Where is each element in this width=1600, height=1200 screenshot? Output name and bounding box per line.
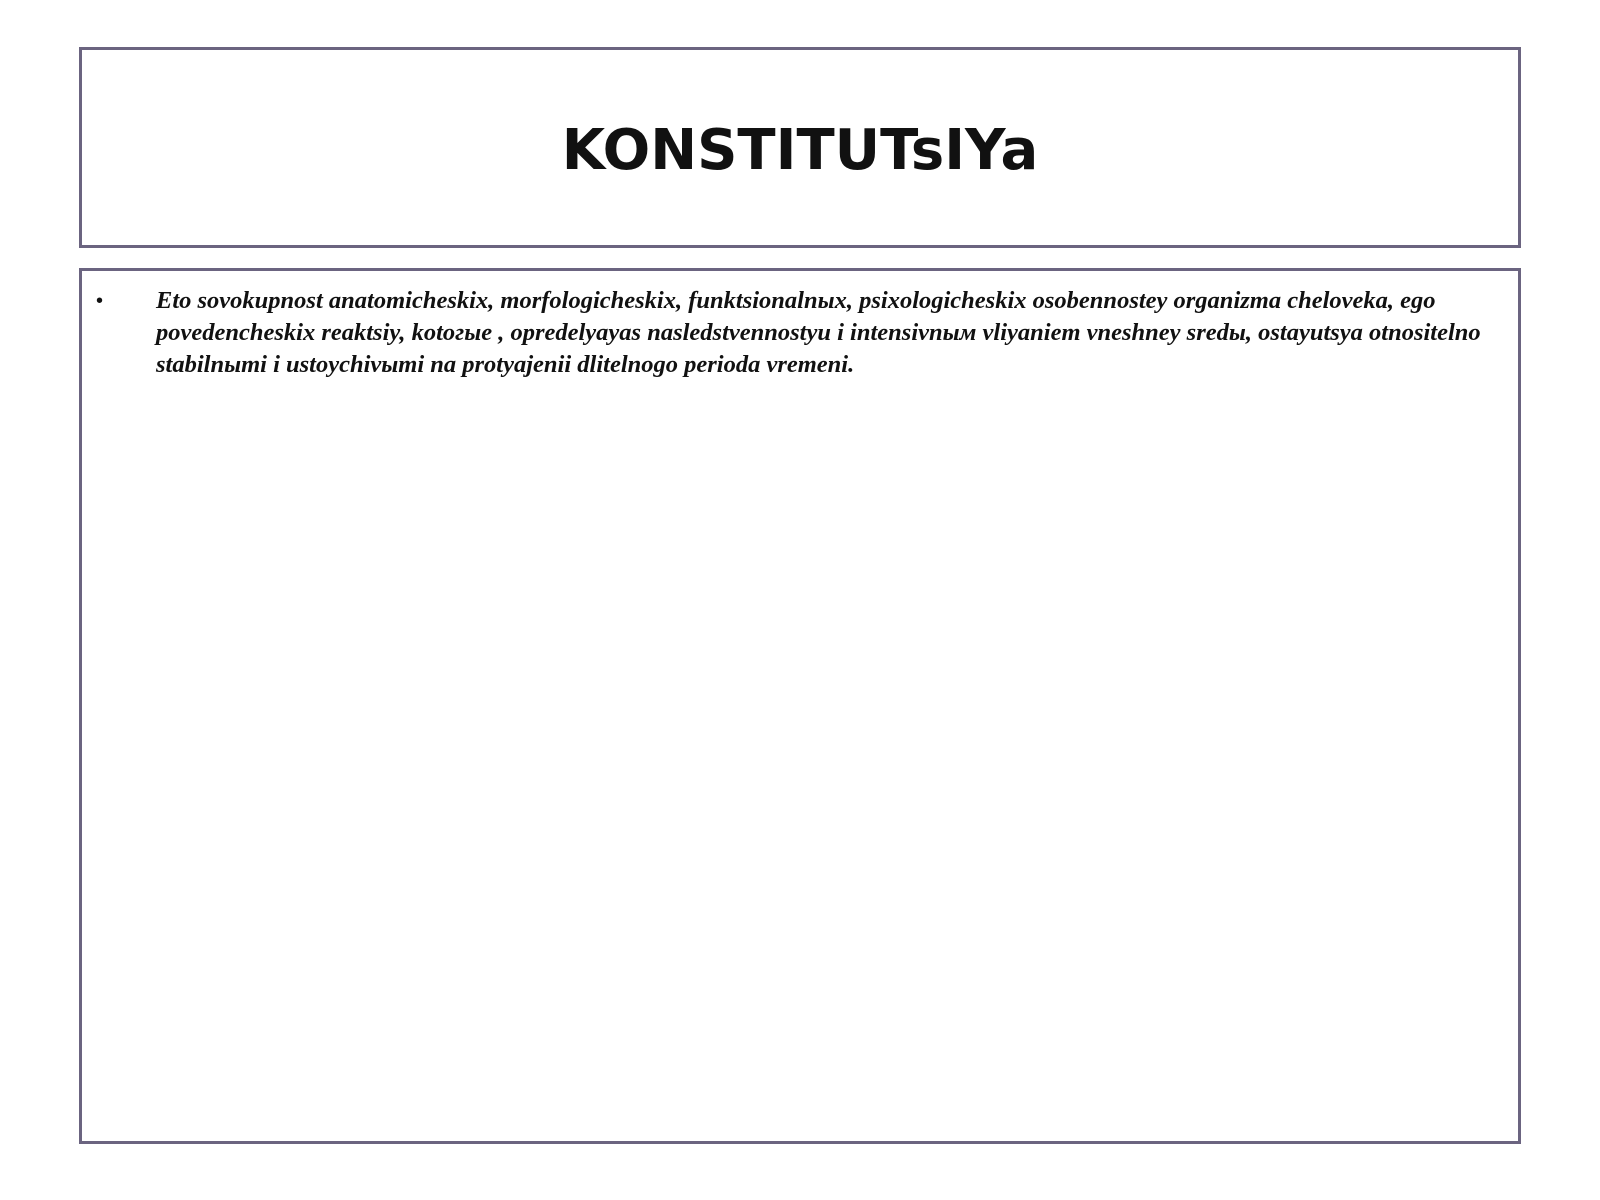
content-box	[79, 268, 1521, 1144]
bullet-icon: •	[96, 290, 104, 312]
bullet-item	[94, 285, 1498, 381]
title-box	[79, 47, 1521, 248]
slide-title: KONSTITUTsIYa	[561, 118, 1039, 183]
bullet-text: Eto sovokupnost anatomicheskix, morfologicheskix, funktsionalnых, psixologicheskix osobennostey organizma cheloveka, ego povedencheskix reaktsiy, kotoгые , opredelyayas nasledstvennostyu i intensivnым vliyaniem vneshney sredы, ostayutsya otnositelno stabilnыmi i ustoychivыmi na protyajenii dlitelnogo perioda vremeni.	[156, 287, 1481, 378]
